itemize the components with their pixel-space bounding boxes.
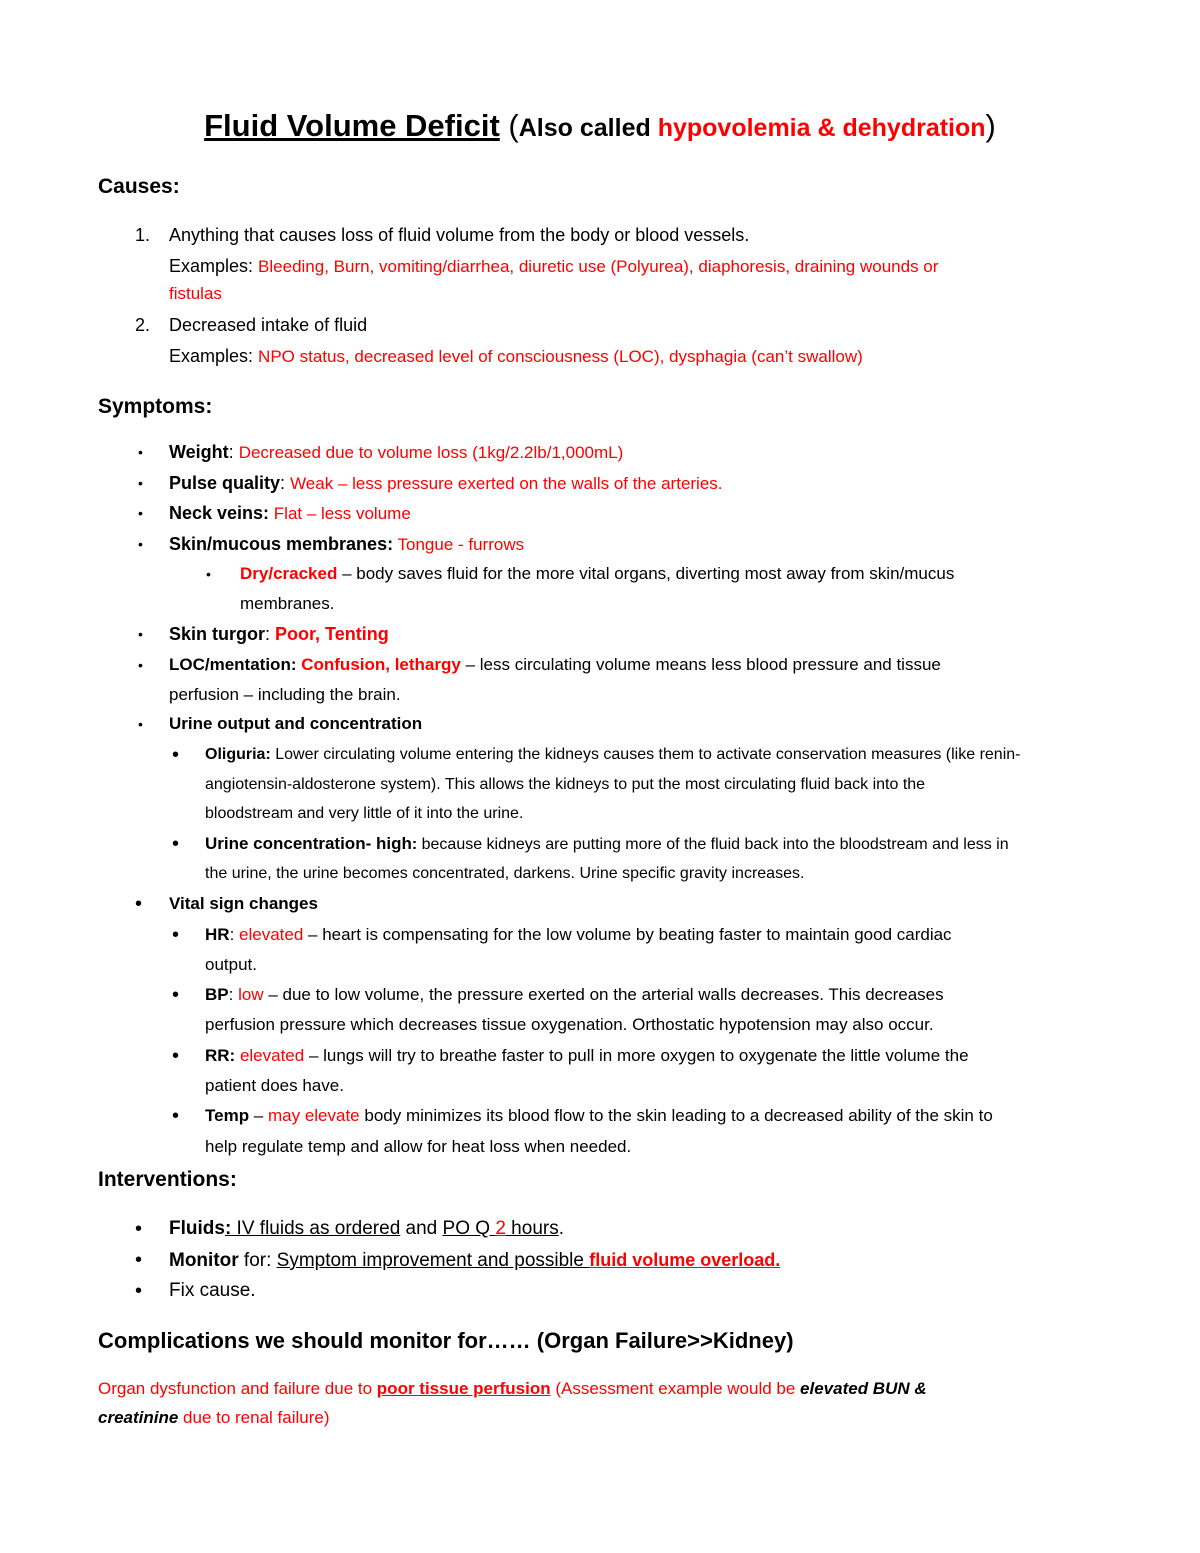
- bp-label: BP: [205, 985, 229, 1004]
- symptom-urine: Urine output and concentration: [169, 714, 423, 733]
- hr-label: HR: [205, 925, 230, 944]
- temp-red: may elevate: [267, 1106, 360, 1125]
- dry-text: – body saves fluid for the more vital organs, diverting most away from skin/mucus: [337, 564, 955, 583]
- complications-heading: Complications we should monitor for…… (Organ Failure>>Kidney): [98, 1328, 794, 1353]
- symptom-neck: [169, 500, 411, 527]
- cause-2-text: Decreased intake of fluid: [169, 315, 368, 335]
- monitor-label: Monitor: [169, 1250, 239, 1271]
- dry-label: Dry/cracked: [240, 564, 338, 583]
- cause-2-examples-label: Examples:: [169, 346, 259, 366]
- fluids-colon: :: [224, 1218, 232, 1239]
- bullet-icon: •: [206, 566, 211, 582]
- oliguria-label: Oliguria:: [205, 746, 271, 763]
- symptom-skin: [169, 531, 524, 558]
- symptom-vital: Vital sign changes: [169, 894, 318, 913]
- bullet-icon: •: [172, 833, 180, 855]
- causes-heading: Causes:: [98, 175, 180, 198]
- fluids-hours: hours: [505, 1218, 559, 1239]
- pulse-label: Pulse quality: [169, 473, 281, 493]
- bullet-icon: •: [135, 1280, 143, 1302]
- bp-red: low: [238, 985, 264, 1004]
- symptom-loc: [169, 652, 941, 678]
- bullet-icon: •: [172, 1105, 180, 1127]
- temp-label: Temp: [205, 1106, 250, 1125]
- urine-conc-label: Urine concentration- high: [205, 834, 412, 853]
- urine-conc-colon: :: [411, 836, 418, 853]
- bullet-icon: •: [138, 716, 143, 732]
- bullet-icon: •: [135, 1249, 143, 1271]
- intervention-monitor: [169, 1247, 780, 1274]
- title-open-paren: (: [508, 108, 519, 143]
- hr-colon: :: [229, 925, 240, 944]
- rr-text: – lungs will try to breathe faster to pull in more oxygen to oxygenate the little volume the: [304, 1046, 969, 1065]
- cause-1-examples: [169, 253, 938, 280]
- bullet-icon: •: [135, 1218, 143, 1240]
- bullet-icon: •: [172, 984, 180, 1006]
- cause-2-examples-list: NPO status, decreased level of consciousness (LOC), dysphagia (can’t swallow): [258, 347, 863, 366]
- hr-line1: [205, 922, 952, 948]
- complications-line2: [98, 1405, 330, 1431]
- complications-renal: due to renal failure): [178, 1408, 330, 1427]
- temp-dash: –: [249, 1106, 268, 1125]
- oliguria-line1: [205, 742, 1020, 768]
- hr-text: – heart is compensating for the low volume by beating faster to maintain good cardiac: [303, 925, 952, 944]
- title-close-paren: ): [985, 108, 996, 143]
- pulse-colon: :: [280, 473, 291, 493]
- weight-text: Decreased due to volume loss (1kg/2.2lb/1,000mL): [238, 443, 624, 462]
- bp-text: – due to low volume, the pressure exerted on the arterial walls decreases. This decreases: [263, 985, 944, 1004]
- urine-conc-line1: [205, 831, 1009, 858]
- symptom-dry: [240, 561, 954, 587]
- title-main: Fluid Volume Deficit: [204, 108, 500, 143]
- turgor-colon: :: [265, 624, 276, 644]
- cause-2-examples: [169, 343, 863, 370]
- bp-line2: perfusion pressure which decreases tissue oxygenation. Orthostatic hypotension may also occur.: [205, 1015, 934, 1034]
- weight-colon: :: [228, 442, 239, 462]
- hr-red: elevated: [239, 925, 304, 944]
- neck-text: Flat – less volume: [269, 504, 411, 523]
- complications-bun: elevated BUN &: [800, 1379, 927, 1398]
- cause-1-number: 1.: [135, 225, 151, 245]
- skin-label: Skin/mucous membranes:: [169, 534, 394, 554]
- symptom-weight: [169, 439, 623, 466]
- urine-conc-line2: the urine, the urine becomes concentrated, darkens. Urine specific gravity increases.: [205, 865, 805, 882]
- complications-poor-perfusion: poor tissue perfusion: [376, 1379, 551, 1398]
- temp-text: body minimizes its blood flow to the skin leading to a decreased ability of the skin to: [359, 1106, 993, 1125]
- complications-assessment: (Assessment example would be: [550, 1379, 801, 1398]
- monitor-for: for:: [238, 1250, 277, 1271]
- oliguria-text: Lower circulating volume entering the kidneys causes them to activate conservation measures (like renin-: [270, 746, 1021, 763]
- urine-conc-text: because kidneys are putting more of the fluid back into the bloodstream and less in: [417, 836, 1009, 853]
- dry-text-cont: membranes.: [240, 594, 335, 613]
- temp-line1: [205, 1103, 993, 1129]
- bullet-icon: •: [138, 444, 143, 460]
- intervention-fluids: [169, 1216, 564, 1242]
- bp-colon: :: [228, 985, 239, 1004]
- symptom-turgor: [169, 621, 389, 647]
- cause-1-examples-list: Bleeding, Burn, vomiting/diarrhea, diuretic use (Polyurea), diaphoresis, draining wounds or: [258, 257, 939, 276]
- fluids-end: .: [558, 1218, 564, 1239]
- rr-red: elevated: [235, 1046, 305, 1065]
- rr-line1: [205, 1043, 969, 1069]
- cause-1-text: Anything that causes loss of fluid volume from the body or blood vessels.: [169, 225, 750, 245]
- bullet-icon: •: [138, 536, 143, 552]
- turgor-label: Skin turgor: [169, 624, 266, 644]
- rr-line2: patient does have.: [205, 1076, 344, 1095]
- temp-line2: help regulate temp and allow for heat loss when needed.: [205, 1137, 632, 1156]
- monitor-overload: fluid volume overload.: [589, 1250, 781, 1270]
- page-title: [0, 104, 1200, 150]
- bullet-icon: •: [138, 505, 143, 521]
- bullet-icon: •: [135, 893, 143, 915]
- cause-1-examples-cont: fistulas: [169, 284, 222, 303]
- cause-1-examples-label: Examples:: [169, 256, 259, 276]
- fluids-label: Fluids: [169, 1218, 225, 1239]
- oliguria-line2: angiotensin-aldosterone system). This allows the kidneys to put the most circulating fluid back into the: [205, 776, 926, 793]
- skin-text: Tongue - furrows: [393, 535, 525, 554]
- bp-line1: [205, 982, 944, 1008]
- loc-red: Confusion, lethargy: [296, 655, 461, 674]
- bullet-icon: •: [138, 626, 143, 642]
- rr-label: RR:: [205, 1046, 236, 1065]
- fluids-po: PO Q: [442, 1218, 496, 1239]
- title-also-called: Also called: [518, 114, 658, 142]
- loc-label: LOC/mentation:: [169, 655, 297, 674]
- oliguria-line3: bloodstream and very little of it into the urine.: [205, 805, 524, 822]
- symptom-pulse: [169, 470, 723, 497]
- bullet-icon: •: [172, 924, 180, 946]
- bullet-icon: •: [138, 657, 143, 673]
- pulse-text: Weak – less pressure exerted on the walls of the arteries.: [290, 474, 723, 493]
- hr-line2: output.: [205, 955, 257, 974]
- complications-creatinine: creatinine: [98, 1408, 179, 1427]
- cause-2-number: 2.: [135, 315, 151, 335]
- fluids-hours-value: 2: [495, 1218, 506, 1239]
- loc-text: – less circulating volume means less blood pressure and tissue: [460, 655, 941, 674]
- turgor-text: Poor, Tenting: [275, 624, 389, 644]
- interventions-heading: Interventions:: [98, 1168, 237, 1191]
- weight-label: Weight: [169, 442, 229, 462]
- intervention-fix: Fix cause.: [169, 1280, 256, 1301]
- title-terms: hypovolemia & dehydration: [657, 114, 986, 142]
- bullet-icon: •: [172, 1045, 180, 1067]
- symptoms-heading: Symptoms:: [98, 395, 213, 418]
- bullet-icon: •: [172, 744, 180, 766]
- fluids-and: and: [400, 1218, 443, 1239]
- complications-text: Organ dysfunction and failure due to: [98, 1379, 377, 1398]
- fluids-iv: IV fluids as ordered: [231, 1218, 401, 1239]
- monitor-symptom: Symptom improvement and possible: [276, 1250, 590, 1271]
- neck-label: Neck veins:: [169, 503, 270, 523]
- bullet-icon: •: [138, 475, 143, 491]
- complications-line1: [98, 1376, 927, 1402]
- loc-text-cont: perfusion – including the brain.: [169, 685, 401, 704]
